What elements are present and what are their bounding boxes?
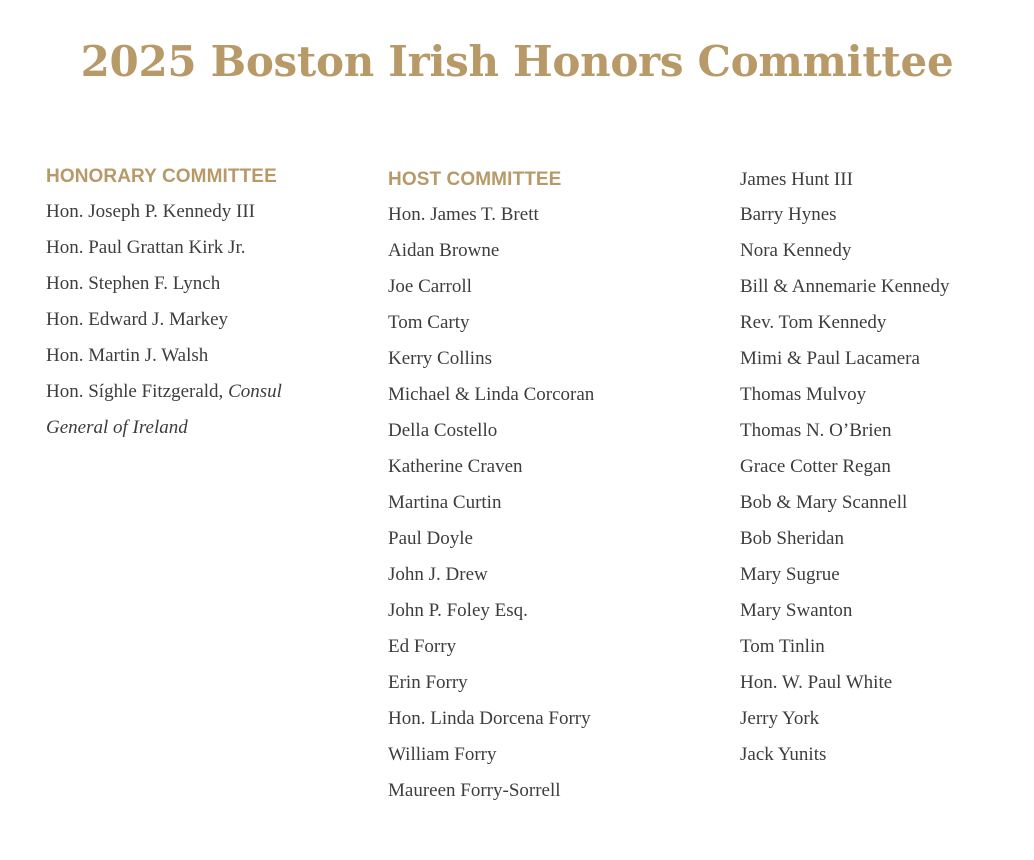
list-item: Katherine Craven	[388, 456, 523, 477]
list-item: Hon. Joseph P. Kennedy III	[46, 201, 255, 222]
list-item: Bob Sheridan	[740, 528, 844, 549]
list-item: Hon. Martin J. Walsh	[46, 345, 209, 366]
list-item: Hon. Edward J. Markey	[46, 309, 229, 330]
host-committee-list	[388, 197, 708, 809]
list-item: Hon. Stephen F. Lynch	[46, 273, 221, 294]
list-item: Jerry York	[740, 708, 820, 729]
list-item: John P. Foley Esq.	[388, 600, 528, 621]
host-committee-heading: HOST COMMITTEE	[388, 169, 562, 190]
honorary-committee-column	[46, 164, 346, 446]
list-item: Kerry Collins	[388, 348, 492, 369]
list-item: Ed Forry	[388, 636, 457, 657]
list-item: Mary Sugrue	[740, 564, 840, 585]
list-item: Jack Yunits	[740, 744, 827, 765]
page-title: 2025 Boston Irish Honors Committee	[80, 37, 954, 86]
list-item: Thomas N. O’Brien	[740, 420, 892, 441]
list-item: Mimi & Paul Lacamera	[740, 348, 920, 369]
list-item: Erin Forry	[388, 672, 468, 693]
list-item: Hon. Paul Grattan Kirk Jr.	[46, 237, 246, 258]
list-item: Aidan Browne	[388, 240, 500, 261]
list-item: Tom Carty	[388, 312, 470, 333]
list-item: Tom Tinlin	[740, 636, 825, 657]
list-item: Hon. James T. Brett	[388, 204, 539, 225]
list-item: Della Costello	[388, 420, 498, 441]
list-item-consul-general	[46, 374, 346, 446]
honorary-committee-heading: HONORARY COMMITTEE	[46, 166, 277, 187]
consul-name: Hon. Síghle Fitzgerald,	[46, 381, 224, 402]
honorary-committee-list	[46, 194, 346, 446]
host-committee-continued-column	[740, 165, 1030, 773]
list-item: James Hunt III	[740, 169, 853, 190]
list-item: Nora Kennedy	[740, 240, 852, 261]
list-item: Thomas Mulvoy	[740, 384, 867, 405]
list-item: John J. Drew	[388, 564, 488, 585]
list-item: Mary Swanton	[740, 600, 853, 621]
host-committee-continued-list	[740, 165, 1030, 773]
list-item: Grace Cotter Regan	[740, 456, 891, 477]
list-item: Hon. W. Paul White	[740, 672, 893, 693]
host-committee-column	[388, 167, 708, 809]
list-item: Michael & Linda Corcoran	[388, 384, 595, 405]
list-item: Joe Carroll	[388, 276, 472, 297]
list-item: Hon. Linda Dorcena Forry	[388, 708, 591, 729]
list-item: Paul Doyle	[388, 528, 473, 549]
list-item: Bob & Mary Scannell	[740, 492, 908, 513]
list-item: Rev. Tom Kennedy	[740, 312, 887, 333]
list-item: Martina Curtin	[388, 492, 502, 513]
list-item: Maureen Forry-Sorrell	[388, 780, 561, 801]
list-item: Barry Hynes	[740, 204, 837, 225]
list-item: William Forry	[388, 744, 497, 765]
list-item: Bill & Annemarie Kennedy	[740, 276, 950, 297]
consul-role-line1: Consul	[228, 381, 282, 402]
consul-role-line2: General of Ireland	[46, 417, 188, 438]
